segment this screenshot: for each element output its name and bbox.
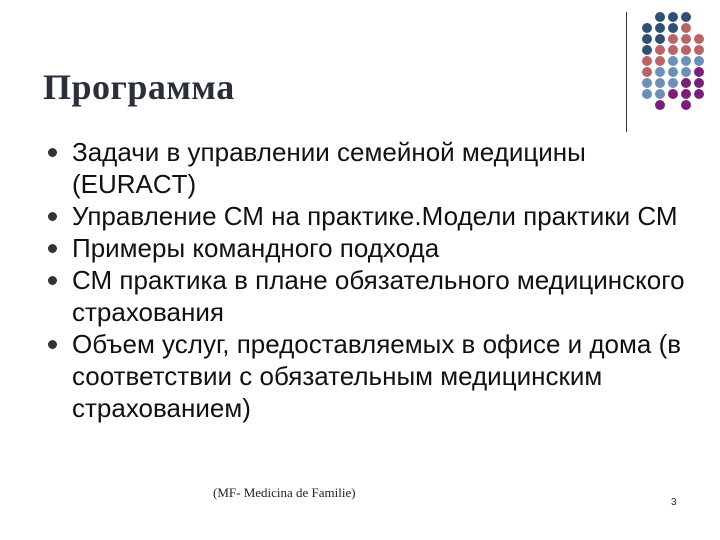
- decorative-dot-grid: [642, 12, 720, 112]
- decorative-dot: [642, 89, 652, 99]
- footer-note: (MF- Medicina de Familie): [213, 485, 356, 500]
- decorative-dot: [655, 34, 665, 44]
- bullet-text: Управление СМ на практике.Модели практики СМ: [72, 201, 678, 231]
- bullet-text: СМ практика в плане обязательного медицинского страхования: [72, 265, 685, 327]
- decorative-dot: [668, 67, 678, 77]
- decorative-dot: [642, 67, 652, 77]
- decorative-dot: [681, 78, 691, 88]
- bullet-text: Объем услуг, предоставляемых в офисе и дома (в соответствии с обязательным медицинским страхованием): [72, 329, 682, 423]
- decorative-dot: [655, 100, 665, 110]
- decorative-dot: [655, 12, 665, 22]
- bullet-text: Задачи в управлении семейной медицины (EURACT): [72, 137, 586, 199]
- decorative-dot: [668, 89, 678, 99]
- decorative-dot: [655, 89, 665, 99]
- bullet-icon: [48, 276, 57, 285]
- decorative-dot: [681, 34, 691, 44]
- bullet-icon: [48, 212, 57, 221]
- page-number: 3: [671, 497, 677, 508]
- bullet-item: [48, 264, 688, 328]
- decorative-dot: [655, 45, 665, 55]
- bullet-icon: [48, 148, 57, 157]
- decorative-dot: [681, 56, 691, 66]
- decorative-dot: [694, 56, 704, 66]
- decorative-dot: [681, 45, 691, 55]
- decorative-dot: [694, 78, 704, 88]
- bullet-item: [48, 328, 688, 424]
- decorative-dot: [668, 56, 678, 66]
- decorative-dot: [668, 23, 678, 33]
- decorative-dot: [642, 23, 652, 33]
- decorative-dot: [681, 12, 691, 22]
- decorative-dot: [681, 67, 691, 77]
- decorative-dot: [694, 45, 704, 55]
- decorative-dot: [655, 67, 665, 77]
- decorative-dot: [681, 23, 691, 33]
- decorative-dot: [642, 34, 652, 44]
- slide-title: Программа: [43, 67, 235, 107]
- decorative-dot: [642, 45, 652, 55]
- decorative-dot: [655, 78, 665, 88]
- bullet-item: [48, 136, 688, 200]
- bullet-icon: [48, 340, 57, 349]
- decorative-dot: [668, 78, 678, 88]
- decorative-dot: [694, 89, 704, 99]
- decorative-dot: [655, 23, 665, 33]
- bullet-item: [48, 200, 688, 232]
- decorative-dot: [694, 67, 704, 77]
- decorative-dot: [668, 12, 678, 22]
- decorative-dot: [668, 34, 678, 44]
- bullet-list: [48, 136, 688, 424]
- decorative-dot: [655, 56, 665, 66]
- decorative-dot: [642, 78, 652, 88]
- decorative-divider: [626, 12, 627, 132]
- decorative-dot: [668, 45, 678, 55]
- decorative-dot: [681, 100, 691, 110]
- decorative-dot: [642, 56, 652, 66]
- bullet-icon: [48, 244, 57, 253]
- bullet-text: Примеры командного подхода: [72, 233, 440, 263]
- decorative-dot: [694, 34, 704, 44]
- bullet-item: [48, 232, 688, 264]
- decorative-dot: [681, 89, 691, 99]
